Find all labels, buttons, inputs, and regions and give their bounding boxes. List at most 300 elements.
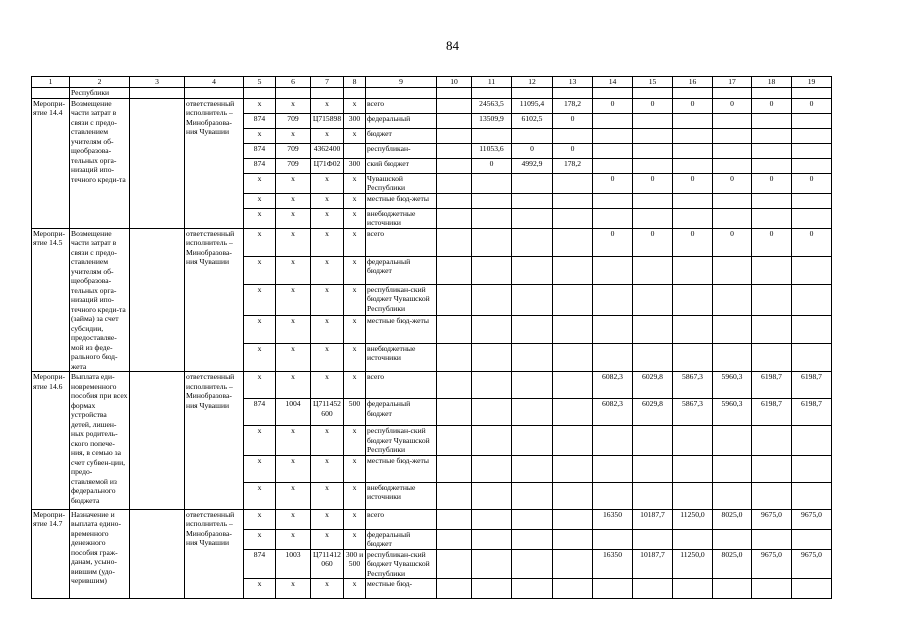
table-row <box>32 372 832 399</box>
amount-c19 <box>792 482 832 509</box>
amount-c17 <box>713 256 752 284</box>
target-article: x <box>311 482 344 509</box>
amount-c11 <box>472 256 512 284</box>
event-description: Выплата еди-новременного пособия при всех формах устройства детей, лишен-ных родитель-ского попече-ния, в семью за счет субвен-ции, предо-ставляемой из федерального бюджета <box>70 372 130 510</box>
section-code: x <box>276 284 311 315</box>
amount-c16: 0 <box>673 228 713 256</box>
funding-source: республикан-ский бюджет Чувашской Республики <box>366 284 437 315</box>
column-number-15: 15 <box>633 77 673 88</box>
funding-source: местные бюд-жеты <box>366 193 437 208</box>
expense-group <box>344 143 366 158</box>
grbs-code: 874 <box>244 143 276 158</box>
amount-c15: 0 <box>633 173 673 193</box>
amount-c17 <box>713 158 752 173</box>
amount-c12 <box>512 579 553 599</box>
amount-c13 <box>553 549 593 579</box>
target-article: 4362400 <box>311 143 344 158</box>
funding-source: внебюджетные источники <box>366 343 437 371</box>
amount-c12 <box>512 482 553 509</box>
expense-group: x <box>344 529 366 549</box>
amount-c11 <box>472 228 512 256</box>
responsible-executor: ответственный исполнитель – Минобразова-ния Чувашии <box>185 228 244 372</box>
grbs-code: x <box>244 426 276 456</box>
grbs-code: x <box>244 455 276 482</box>
responsible-executor: ответственный исполнитель – Минобразова-ния Чувашии <box>185 98 244 228</box>
empty-cell <box>130 372 185 510</box>
amount-c18: 9675,0 <box>752 509 792 529</box>
amount-c15: 0 <box>633 98 673 113</box>
column-number-17: 17 <box>713 77 752 88</box>
amount-c18: 0 <box>752 228 792 256</box>
event-description: Возмещение части затрат в связи с предо-ставлением учителям об-щеобразова-тельных орга-низаций ипо-течного креди-та (займа) за счет субсидии, предоставляе-мой из феде-рального бюд-жета <box>70 228 130 372</box>
column-number-16: 16 <box>673 77 713 88</box>
amount-c18: 6198,7 <box>752 399 792 426</box>
amount-c15: 10187,7 <box>633 509 673 529</box>
grbs-code: x <box>244 372 276 399</box>
amount-c13 <box>553 173 593 193</box>
target-article: Ц711452 600 <box>311 399 344 426</box>
amount-c13 <box>553 509 593 529</box>
target-article: Ц711412 060 <box>311 549 344 579</box>
amount-c14 <box>593 143 633 158</box>
target-article: x <box>311 193 344 208</box>
amount-c19: 9675,0 <box>792 549 832 579</box>
amount-c19 <box>792 284 832 315</box>
amount-c15 <box>633 455 673 482</box>
amount-c14: 16350 <box>593 549 633 579</box>
amount-c17 <box>713 579 752 599</box>
amount-c19: 6198,7 <box>792 372 832 399</box>
amount-c19 <box>792 315 832 343</box>
expense-group: 300 и 500 <box>344 549 366 579</box>
amount-c17 <box>713 315 752 343</box>
amount-c15: 10187,7 <box>633 549 673 579</box>
amount-c19 <box>792 579 832 599</box>
grbs-code: x <box>244 284 276 315</box>
section-code: x <box>276 208 311 228</box>
amount-c13 <box>553 399 593 426</box>
amount-c12: 11095,4 <box>512 98 553 113</box>
section-code: x <box>276 256 311 284</box>
amount-c14 <box>593 158 633 173</box>
funding-source: местные бюд-жеты <box>366 315 437 343</box>
amount-c14 <box>593 579 633 599</box>
empty-cell <box>437 455 472 482</box>
amount-c16: 0 <box>673 173 713 193</box>
empty-cell <box>437 509 472 529</box>
grbs-code: x <box>244 509 276 529</box>
event-id: Меропри-ятие 14.6 <box>32 372 70 510</box>
column-number-19: 19 <box>792 77 832 88</box>
amount-c16 <box>673 343 713 371</box>
amount-c15 <box>633 193 673 208</box>
amount-c15 <box>633 579 673 599</box>
target-article: x <box>311 579 344 599</box>
amount-c13 <box>553 284 593 315</box>
amount-c14 <box>593 426 633 456</box>
amount-c11: 13509,9 <box>472 113 512 128</box>
expense-group: x <box>344 284 366 315</box>
amount-c16 <box>673 455 713 482</box>
amount-c19 <box>792 529 832 549</box>
section-code: x <box>276 315 311 343</box>
amount-c19: 0 <box>792 173 832 193</box>
continuation-row <box>32 87 832 98</box>
funding-source: федеральный бюджет <box>366 399 437 426</box>
target-article: Ц715898 <box>311 113 344 128</box>
amount-c13 <box>553 228 593 256</box>
expense-group: x <box>344 426 366 456</box>
amount-c18 <box>752 143 792 158</box>
empty-cell <box>244 87 276 98</box>
amount-c16 <box>673 529 713 549</box>
amount-c13 <box>553 208 593 228</box>
amount-c13 <box>553 529 593 549</box>
amount-c11 <box>472 372 512 399</box>
amount-c12 <box>512 193 553 208</box>
empty-cell <box>792 87 832 98</box>
grbs-code: x <box>244 482 276 509</box>
grbs-code: x <box>244 579 276 599</box>
expense-group: x <box>344 482 366 509</box>
empty-cell <box>437 158 472 173</box>
amount-c19 <box>792 343 832 371</box>
amount-c18 <box>752 579 792 599</box>
amount-c11 <box>472 529 512 549</box>
amount-c11 <box>472 399 512 426</box>
event-description: Возмещение части затрат в связи с предо-ставлением учителям об-щеобразова-тельных орга-низаций ипо-течного креди-та <box>70 98 130 228</box>
empty-cell <box>437 315 472 343</box>
empty-cell <box>437 529 472 549</box>
grbs-code: x <box>244 193 276 208</box>
amount-c14: 16350 <box>593 509 633 529</box>
amount-c16 <box>673 113 713 128</box>
section-code: x <box>276 228 311 256</box>
empty-cell <box>437 372 472 399</box>
grbs-code: x <box>244 256 276 284</box>
funding-source: внебюджетные источники <box>366 482 437 509</box>
amount-c17: 0 <box>713 173 752 193</box>
amount-c15 <box>633 113 673 128</box>
grbs-code: x <box>244 128 276 143</box>
empty-cell <box>673 87 713 98</box>
amount-c15 <box>633 343 673 371</box>
amount-c15 <box>633 284 673 315</box>
amount-c17 <box>713 193 752 208</box>
amount-c13 <box>553 579 593 599</box>
amount-c17: 5960,3 <box>713 399 752 426</box>
event-id: Меропри-ятие 14.7 <box>32 509 70 599</box>
section-code: x <box>276 579 311 599</box>
grbs-code: x <box>244 529 276 549</box>
target-article: x <box>311 529 344 549</box>
amount-c17 <box>713 208 752 228</box>
amount-c12 <box>512 399 553 426</box>
empty-cell <box>130 228 185 372</box>
amount-c13: 0 <box>553 143 593 158</box>
amount-c12: 6102,5 <box>512 113 553 128</box>
amount-c15 <box>633 256 673 284</box>
amount-c15 <box>633 158 673 173</box>
amount-c11 <box>472 193 512 208</box>
grbs-code: 874 <box>244 549 276 579</box>
funding-source: местные бюд-жеты <box>366 455 437 482</box>
amount-c15 <box>633 426 673 456</box>
amount-c18 <box>752 284 792 315</box>
amount-c16: 11250,0 <box>673 549 713 579</box>
expense-group: 300 <box>344 113 366 128</box>
amount-c12 <box>512 256 553 284</box>
amount-c14 <box>593 113 633 128</box>
grbs-code: x <box>244 208 276 228</box>
amount-c13: 178,2 <box>553 98 593 113</box>
funding-source: всего <box>366 228 437 256</box>
amount-c12 <box>512 372 553 399</box>
amount-c11 <box>472 455 512 482</box>
empty-cell <box>437 193 472 208</box>
amount-c19 <box>792 426 832 456</box>
amount-c14 <box>593 343 633 371</box>
empty-cell <box>553 87 593 98</box>
section-code: 709 <box>276 113 311 128</box>
amount-c16: 11250,0 <box>673 509 713 529</box>
amount-c14 <box>593 256 633 284</box>
table-row <box>32 98 832 113</box>
page-number: 84 <box>446 38 459 53</box>
amount-c12: 0 <box>512 143 553 158</box>
amount-c18 <box>752 315 792 343</box>
amount-c15 <box>633 482 673 509</box>
amount-c11 <box>472 173 512 193</box>
section-code: x <box>276 426 311 456</box>
amount-c14 <box>593 455 633 482</box>
amount-c18: 9675,0 <box>752 549 792 579</box>
amount-c13 <box>553 482 593 509</box>
funding-source: республикан- <box>366 143 437 158</box>
section-code: x <box>276 372 311 399</box>
amount-c15: 6029,8 <box>633 372 673 399</box>
empty-cell <box>311 87 344 98</box>
amount-c16: 5867,3 <box>673 399 713 426</box>
amount-c16: 5867,3 <box>673 372 713 399</box>
amount-c19 <box>792 256 832 284</box>
amount-c17: 0 <box>713 98 752 113</box>
amount-c14: 6082,3 <box>593 399 633 426</box>
column-number-18: 18 <box>752 77 792 88</box>
section-code: 709 <box>276 143 311 158</box>
column-number-13: 13 <box>553 77 593 88</box>
expense-group: x <box>344 509 366 529</box>
funding-source: всего <box>366 372 437 399</box>
amount-c17: 8025,0 <box>713 549 752 579</box>
amount-c11 <box>472 509 512 529</box>
amount-c16 <box>673 284 713 315</box>
grbs-code: x <box>244 343 276 371</box>
amount-c18 <box>752 256 792 284</box>
amount-c16 <box>673 482 713 509</box>
column-number-14: 14 <box>593 77 633 88</box>
empty-cell <box>472 87 512 98</box>
grbs-code: x <box>244 315 276 343</box>
target-article: x <box>311 372 344 399</box>
column-number-5: 5 <box>244 77 276 88</box>
empty-cell <box>437 128 472 143</box>
target-article: x <box>311 315 344 343</box>
column-number-3: 3 <box>130 77 185 88</box>
amount-c13 <box>553 455 593 482</box>
amount-c13: 0 <box>553 113 593 128</box>
empty-cell <box>437 482 472 509</box>
funding-source: федеральный <box>366 113 437 128</box>
grbs-code: x <box>244 98 276 113</box>
amount-c12 <box>512 455 553 482</box>
amount-c14 <box>593 529 633 549</box>
column-number-10: 10 <box>437 77 472 88</box>
amount-c18 <box>752 208 792 228</box>
amount-c18 <box>752 193 792 208</box>
expense-group: x <box>344 173 366 193</box>
column-number-11: 11 <box>472 77 512 88</box>
empty-cell <box>437 579 472 599</box>
empty-cell <box>752 87 792 98</box>
amount-c11 <box>472 284 512 315</box>
amount-c12 <box>512 228 553 256</box>
amount-c17: 0 <box>713 228 752 256</box>
empty-cell <box>437 549 472 579</box>
column-number-4: 4 <box>185 77 244 88</box>
expense-group: x <box>344 208 366 228</box>
amount-c14: 0 <box>593 173 633 193</box>
amount-c15 <box>633 143 673 158</box>
amount-c11 <box>472 579 512 599</box>
amount-c17 <box>713 343 752 371</box>
target-article: x <box>311 98 344 113</box>
empty-cell <box>276 87 311 98</box>
amount-c14: 0 <box>593 228 633 256</box>
amount-c19 <box>792 208 832 228</box>
amount-c16 <box>673 315 713 343</box>
amount-c12 <box>512 343 553 371</box>
amount-c14 <box>593 482 633 509</box>
amount-c11 <box>472 128 512 143</box>
amount-c11: 0 <box>472 158 512 173</box>
empty-cell <box>366 87 437 98</box>
expense-group: x <box>344 193 366 208</box>
expense-group: x <box>344 128 366 143</box>
funding-source: внебюджетные источники <box>366 208 437 228</box>
expense-group: 500 <box>344 399 366 426</box>
responsible-executor: ответственный исполнитель – Минобразова-ния Чувашии <box>185 509 244 599</box>
amount-c13 <box>553 372 593 399</box>
column-number-1: 1 <box>32 77 70 88</box>
column-number-2: 2 <box>70 77 130 88</box>
funding-source: всего <box>366 509 437 529</box>
funding-source: всего <box>366 98 437 113</box>
amount-c13: 178,2 <box>553 158 593 173</box>
amount-c17: 8025,0 <box>713 509 752 529</box>
amount-c17 <box>713 529 752 549</box>
amount-c18 <box>752 455 792 482</box>
amount-c17 <box>713 482 752 509</box>
section-code: 1003 <box>276 549 311 579</box>
amount-c12: 4992,9 <box>512 158 553 173</box>
amount-c18: 6198,7 <box>752 372 792 399</box>
header-row <box>32 77 832 88</box>
section-code: x <box>276 173 311 193</box>
expense-group: x <box>344 228 366 256</box>
expense-group: x <box>344 455 366 482</box>
section-code: 709 <box>276 158 311 173</box>
empty-cell <box>437 173 472 193</box>
section-code: x <box>276 482 311 509</box>
amount-c16 <box>673 158 713 173</box>
funding-source: бюджет <box>366 128 437 143</box>
amount-c11 <box>472 426 512 456</box>
amount-c12 <box>512 128 553 143</box>
section-code: 1004 <box>276 399 311 426</box>
column-number-8: 8 <box>344 77 366 88</box>
target-article: x <box>311 343 344 371</box>
amount-c18 <box>752 426 792 456</box>
funding-source: Чувашской Республики <box>366 173 437 193</box>
grbs-code: 874 <box>244 399 276 426</box>
empty-cell <box>713 87 752 98</box>
amount-c16 <box>673 143 713 158</box>
amount-c19: 0 <box>792 98 832 113</box>
amount-c18 <box>752 128 792 143</box>
section-code: x <box>276 343 311 371</box>
amount-c14 <box>593 284 633 315</box>
amount-c15: 0 <box>633 228 673 256</box>
amount-c17: 5960,3 <box>713 372 752 399</box>
amount-c13 <box>553 315 593 343</box>
expense-group: x <box>344 372 366 399</box>
empty-cell <box>437 208 472 228</box>
amount-c12 <box>512 208 553 228</box>
column-number-9: 9 <box>366 77 437 88</box>
amount-c12 <box>512 509 553 529</box>
amount-c19 <box>792 455 832 482</box>
grbs-code: x <box>244 228 276 256</box>
amount-c16 <box>673 208 713 228</box>
grbs-code: 874 <box>244 113 276 128</box>
amount-c11: 24563,5 <box>472 98 512 113</box>
section-code: x <box>276 455 311 482</box>
amount-c16: 0 <box>673 98 713 113</box>
section-code: x <box>276 193 311 208</box>
section-code: x <box>276 98 311 113</box>
empty-cell <box>437 426 472 456</box>
amount-c15 <box>633 208 673 228</box>
empty-cell <box>437 343 472 371</box>
event-description: Назначение и выплата едино-временного денежного пособия граж-данам, усыно-вившим (удо-черившим) <box>70 509 130 599</box>
expense-group: x <box>344 579 366 599</box>
amount-c13 <box>553 426 593 456</box>
funding-source: местные бюд- <box>366 579 437 599</box>
amount-c15 <box>633 529 673 549</box>
empty-cell <box>437 256 472 284</box>
event-id: Меропри-ятие 14.5 <box>32 228 70 372</box>
amount-c18 <box>752 343 792 371</box>
amount-c19: 6198,7 <box>792 399 832 426</box>
amount-c18 <box>752 113 792 128</box>
amount-c19 <box>792 143 832 158</box>
amount-c18: 0 <box>752 98 792 113</box>
grbs-code: x <box>244 173 276 193</box>
column-number-12: 12 <box>512 77 553 88</box>
funding-source: республикан-ский бюджет Чувашской Республики <box>366 426 437 456</box>
empty-cell <box>633 87 673 98</box>
